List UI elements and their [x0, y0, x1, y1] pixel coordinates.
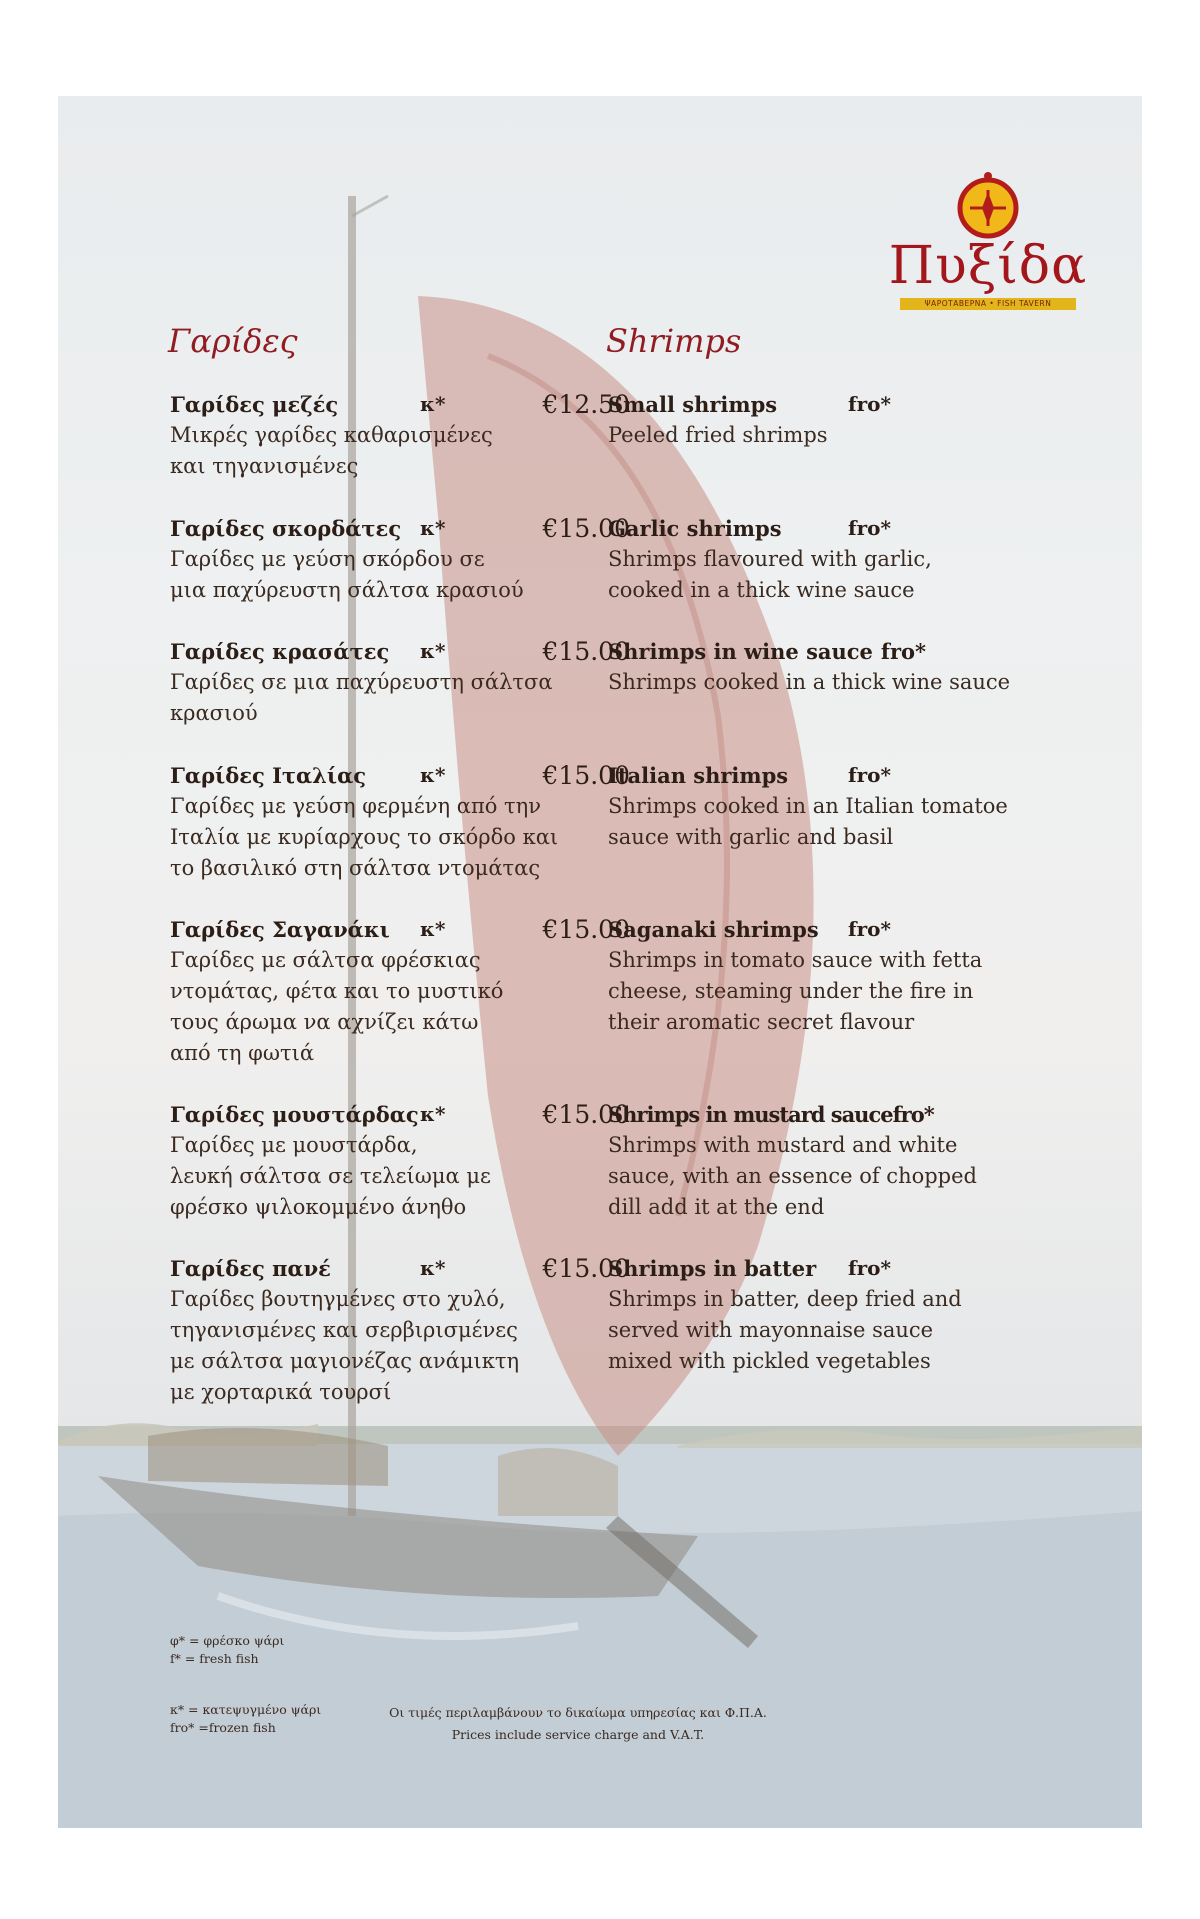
menu-page [58, 96, 1142, 1828]
item-description: Shrimps cooked in an Italian tomatoe sauce with garlic and basil [608, 794, 1008, 849]
item-tag: κ* [420, 917, 446, 941]
item-tag: fro* [892, 1102, 934, 1127]
legend-fresh-greek: φ* = φρέσκο ψάρι [170, 1633, 285, 1648]
legend-frozen-english: fro* =frozen fish [170, 1720, 276, 1735]
item-name: Γαρίδες σκορδάτες [170, 516, 402, 541]
item-price: €15.00 [542, 761, 630, 790]
item-name: Small shrimps [608, 392, 778, 417]
item-tag: κ* [420, 1102, 446, 1126]
item-tag: κ* [420, 763, 446, 787]
menu-item-english [608, 1099, 1128, 1223]
item-description: Γαρίδες με γεύση φερμένη από την Ιταλία με κυρίαρχους το σκόρδο και το βασιλικό στη σάλτσα ντομάτας [170, 794, 559, 880]
section-title-english: Shrimps [606, 322, 742, 360]
item-description: Γαρίδες με γεύση σκόρδου σε μια παχύρευστη σάλτσα κρασιού [170, 547, 524, 602]
item-name: Γαρίδες Ιταλίας [170, 763, 367, 788]
menu-item-greek [170, 914, 503, 1069]
menu-item-english [608, 389, 828, 451]
item-name: Italian shrimps [608, 763, 789, 788]
menu-item-english [608, 1253, 962, 1377]
item-name: Γαρίδες κρασάτες [170, 639, 390, 664]
item-description: Γαρίδες σε μια παχύρευστη σάλτσα κρασιού [170, 670, 553, 725]
compass-icon [954, 170, 1022, 240]
item-name: Saganaki shrimps [608, 917, 819, 942]
brand-logo [888, 170, 1088, 320]
item-tag: fro* [848, 1256, 891, 1280]
item-name [608, 636, 1128, 667]
item-description: Shrimps in tomato sauce with fetta cheese, steaming under the fire in their aromatic secret flavour [608, 948, 983, 1034]
item-tag: fro* [880, 639, 927, 664]
item-name: Shrimps in batter [608, 1256, 817, 1281]
menu-item-greek [170, 760, 558, 884]
item-price: €12.50 [542, 390, 630, 419]
item-price: €15.00 [542, 637, 630, 666]
item-name-text: Shrimps in wine sauce [608, 639, 873, 664]
item-description: Shrimps flavoured with garlic, cooked in a thick wine sauce [608, 547, 932, 602]
menu-item-english [608, 636, 1128, 698]
menu-item-greek [170, 636, 553, 729]
prices-notice-greek: Οι τιμές περιλαμβάνουν το δικαίωμα υπηρεσίας και Φ.Π.Α. [389, 1705, 767, 1720]
item-tag: κ* [420, 639, 446, 663]
item-name: Γαρίδες μουστάρδας [170, 1102, 419, 1127]
item-name: Γαρίδες πανέ [170, 1256, 331, 1281]
brand-name: Πυξίδα [888, 236, 1088, 296]
item-name: Garlic shrimps [608, 516, 782, 541]
brand-tagline: ΨΑΡΟΤΑΒΕΡΝΑ • FISH TAVERN [900, 298, 1076, 310]
item-name [608, 1099, 1128, 1130]
menu-item-english [608, 760, 1008, 853]
item-description: Shrimps with mustard and white sauce, with an essence of chopped dill add it at the end [608, 1133, 977, 1219]
item-description: Μικρές γαρίδες καθαρισμένες και τηγανισμένες [170, 423, 493, 478]
menu-item-english [608, 914, 982, 1038]
item-description: Γαρίδες βουτηγμένες στο χυλό, τηγανισμένες και σερβιρισμένες με σάλτσα μαγιονέζας ανάμικτη με χορταρικά τουρσί [170, 1287, 520, 1404]
legend-frozen-greek: κ* = κατεψυγμένο ψάρι [170, 1702, 322, 1717]
item-tag: fro* [848, 516, 891, 540]
item-description: Γαρίδες με μουστάρδα, λευκή σάλτσα σε τελείωμα με φρέσκο ψιλοκομμένο άνηθο [170, 1133, 491, 1219]
item-name-text: Shrimps in mustard sauce [608, 1102, 893, 1127]
item-description: Shrimps cooked in a thick wine sauce [608, 670, 1011, 694]
item-description: Peeled fried shrimps [608, 423, 828, 447]
item-price: €15.00 [542, 1254, 630, 1283]
item-tag: κ* [420, 392, 446, 416]
item-name: Γαρίδες Σαγανάκι [170, 917, 390, 942]
item-tag: κ* [420, 516, 446, 540]
item-price: €15.00 [542, 1100, 630, 1129]
item-tag: fro* [848, 392, 891, 416]
menu-item-greek [170, 1253, 519, 1408]
item-tag: fro* [848, 763, 891, 787]
item-price: €15.00 [542, 514, 630, 543]
menu-item-greek [170, 513, 524, 606]
prices-notice-english: Prices include service charge and V.A.T. [451, 1727, 705, 1742]
item-price: €15.00 [542, 915, 630, 944]
section-title-greek: Γαρίδες [168, 322, 298, 360]
item-description: Γαρίδες με σάλτσα φρέσκιας ντομάτας, φέτα και το μυστικό τους άρωμα να αχνίζει κάτω από τη φωτιά [170, 948, 504, 1065]
legend-fresh-english: f* = fresh fish [170, 1651, 259, 1666]
item-tag: fro* [848, 917, 891, 941]
item-name: Γαρίδες μεζές [170, 392, 339, 417]
item-description: Shrimps in batter, deep fried and served with mayonnaise sauce mixed with pickled vegetables [608, 1287, 962, 1373]
item-tag: κ* [420, 1256, 446, 1280]
